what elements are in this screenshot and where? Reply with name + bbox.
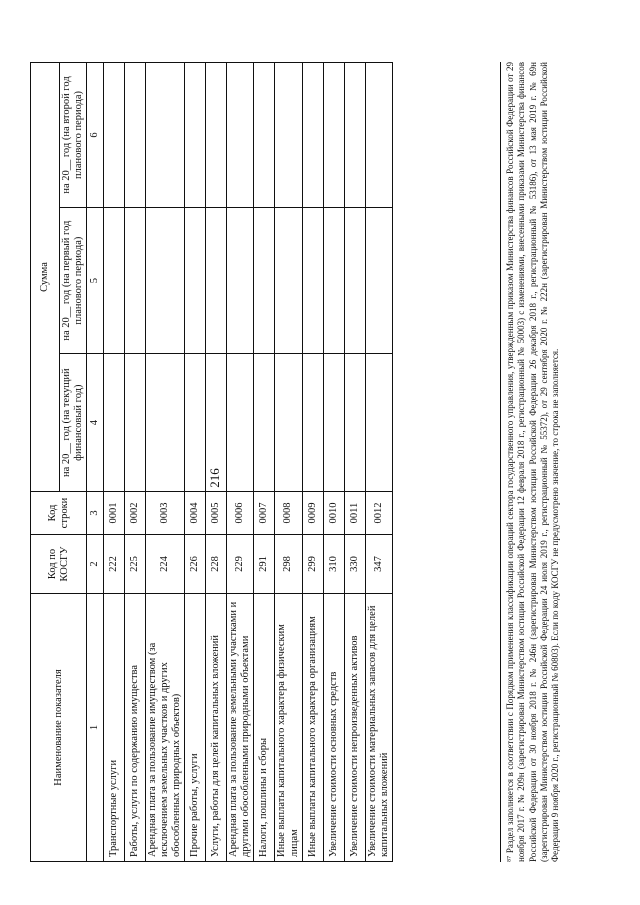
row-kosgu: 229 bbox=[227, 535, 254, 594]
row-sum-second[interactable] bbox=[185, 63, 206, 208]
row-name: Арендная плата за пользование земельными участками и другими обособленными природными объектами bbox=[227, 594, 254, 862]
row-code: 0012 bbox=[365, 492, 392, 535]
row-name: Иные выплаты капитального характера физическим лицам bbox=[275, 594, 302, 862]
table-row bbox=[254, 63, 275, 862]
row-sum-first[interactable] bbox=[323, 207, 344, 353]
footnote: ⁸⁷ Раздел заполняется в соответствии с Порядком применения классификации операций сектора государственного управления, утвержденным приказом Министерства финансов Российской Федерации от 29 ноября 2017 г. № 209н (зарегистрирован Министерством юстиции Российской Федерации 12 февраля 2018 г., регистрационный № 50003) с изменениями, внесенными приказами Министерства финансов Российской Федерации от 30 ноября 2018 г. № 246н (зарегистрирован Министерством юстиции Российской Федерации 26 декабря 2018 г., регистрационный № 53186), от 13 мая 2019 г. № 69н (зарегистрирован Министерством юстиции Российской Федерации 24 июля 2019 г., регистрационный № 55372), от 29 сентября 2020 г. № 222н (зарегистрирован Министерством юстиции Российской Федерации 9 ноября 2020 г., регистрационный № 60803). Если по коду КОСГУ не предусмотрено значение, то строка не заполняется. bbox=[500, 62, 561, 862]
row-sum-second[interactable] bbox=[104, 63, 125, 208]
header-period-first: на 20__ год (на первый год планового периода) bbox=[60, 207, 87, 353]
row-sum-second[interactable] bbox=[275, 63, 302, 208]
row-sum-current[interactable] bbox=[323, 354, 344, 492]
row-code: 0002 bbox=[125, 492, 146, 535]
row-sum-first[interactable] bbox=[146, 207, 185, 353]
row-kosgu: 330 bbox=[344, 535, 365, 594]
row-kosgu: 222 bbox=[104, 535, 125, 594]
row-sum-current[interactable] bbox=[275, 354, 302, 492]
row-sum-second[interactable] bbox=[302, 63, 323, 208]
row-code: 0003 bbox=[146, 492, 185, 535]
row-sum-first[interactable] bbox=[344, 207, 365, 353]
row-code: 0010 bbox=[323, 492, 344, 535]
header-kosgu: Код по КОСГУ bbox=[31, 535, 87, 594]
row-sum-first[interactable] bbox=[104, 207, 125, 353]
row-code: 0001 bbox=[104, 492, 125, 535]
row-name: Увеличение стоимости материальных запасов для целей капитальных вложений bbox=[365, 594, 392, 862]
row-code: 0006 bbox=[227, 492, 254, 535]
header-name: Наименование показателя bbox=[31, 594, 87, 862]
rotated-page-content bbox=[30, 32, 590, 872]
row-code: 0004 bbox=[185, 492, 206, 535]
row-sum-second[interactable] bbox=[365, 63, 392, 208]
row-sum-first[interactable] bbox=[185, 207, 206, 353]
header-code: Код строки bbox=[31, 492, 87, 535]
column-number: 1 bbox=[87, 594, 104, 862]
row-sum-second[interactable] bbox=[323, 63, 344, 208]
row-sum-first[interactable] bbox=[302, 207, 323, 353]
row-name: Увеличение стоимости непроизведенных активов bbox=[344, 594, 365, 862]
row-sum-current[interactable] bbox=[185, 354, 206, 492]
column-number: 6 bbox=[87, 63, 104, 208]
row-kosgu: 224 bbox=[146, 535, 185, 594]
row-kosgu: 225 bbox=[125, 535, 146, 594]
row-sum-second[interactable] bbox=[146, 63, 185, 208]
table-row bbox=[275, 63, 302, 862]
row-sum-first[interactable] bbox=[227, 207, 254, 353]
row-kosgu: 291 bbox=[254, 535, 275, 594]
row-name: Арендная плата за пользование имуществом (за исключением земельных участков и других обособленных природных объектов) bbox=[146, 594, 185, 862]
table-row bbox=[185, 63, 206, 862]
row-name: Услуги, работы для целей капитальных вложений bbox=[206, 594, 227, 862]
row-sum-second[interactable] bbox=[344, 63, 365, 208]
table-row bbox=[125, 63, 146, 862]
table-row bbox=[206, 63, 227, 862]
table-row bbox=[323, 63, 344, 862]
row-kosgu: 310 bbox=[323, 535, 344, 594]
row-sum-current[interactable] bbox=[125, 354, 146, 492]
row-kosgu: 226 bbox=[185, 535, 206, 594]
row-name: Иные выплаты капитального характера организациям bbox=[302, 594, 323, 862]
page-number: 216 bbox=[207, 468, 222, 488]
row-sum-current[interactable] bbox=[365, 354, 392, 492]
row-code: 0011 bbox=[344, 492, 365, 535]
row-name: Работы, услуги по содержанию имущества bbox=[125, 594, 146, 862]
row-sum-first[interactable] bbox=[275, 207, 302, 353]
row-sum-current[interactable] bbox=[344, 354, 365, 492]
row-kosgu: 299 bbox=[302, 535, 323, 594]
column-number: 3 bbox=[87, 492, 104, 535]
header-sum: Сумма bbox=[31, 63, 60, 492]
column-number: 2 bbox=[87, 535, 104, 594]
row-sum-current[interactable] bbox=[254, 354, 275, 492]
table-row bbox=[302, 63, 323, 862]
column-number: 5 bbox=[87, 207, 104, 353]
row-sum-current[interactable] bbox=[302, 354, 323, 492]
row-sum-first[interactable] bbox=[206, 207, 227, 353]
table-row bbox=[104, 63, 125, 862]
row-name: Прочие работы, услуги bbox=[185, 594, 206, 862]
row-sum-second[interactable] bbox=[254, 63, 275, 208]
row-code: 0008 bbox=[275, 492, 302, 535]
row-code: 0007 bbox=[254, 492, 275, 535]
row-sum-current[interactable] bbox=[146, 354, 185, 492]
header-period-current: на 20__ год (на текущий финансовый год) bbox=[60, 354, 87, 492]
row-sum-first[interactable] bbox=[365, 207, 392, 353]
row-kosgu: 298 bbox=[275, 535, 302, 594]
row-name: Транспортные услуги bbox=[104, 594, 125, 862]
row-sum-current[interactable] bbox=[104, 354, 125, 492]
table-row bbox=[227, 63, 254, 862]
table-row bbox=[344, 63, 365, 862]
row-kosgu: 228 bbox=[206, 535, 227, 594]
row-sum-first[interactable] bbox=[254, 207, 275, 353]
column-number: 4 bbox=[87, 354, 104, 492]
row-name: Налоги, пошлины и сборы bbox=[254, 594, 275, 862]
row-code: 0005 bbox=[206, 492, 227, 535]
row-name: Увеличение стоимости основных средств bbox=[323, 594, 344, 862]
row-sum-second[interactable] bbox=[227, 63, 254, 208]
row-code: 0009 bbox=[302, 492, 323, 535]
row-kosgu: 347 bbox=[365, 535, 392, 594]
table-row bbox=[365, 63, 392, 862]
row-sum-second[interactable] bbox=[206, 63, 227, 208]
indicators-table bbox=[30, 62, 393, 862]
table-row bbox=[146, 63, 185, 862]
row-sum-second[interactable] bbox=[125, 63, 146, 208]
row-sum-first[interactable] bbox=[125, 207, 146, 353]
header-period-second: на 20__ год (на второй год планового периода) bbox=[60, 63, 87, 208]
row-sum-current[interactable] bbox=[227, 354, 254, 492]
row-sum-current[interactable] bbox=[206, 354, 227, 492]
